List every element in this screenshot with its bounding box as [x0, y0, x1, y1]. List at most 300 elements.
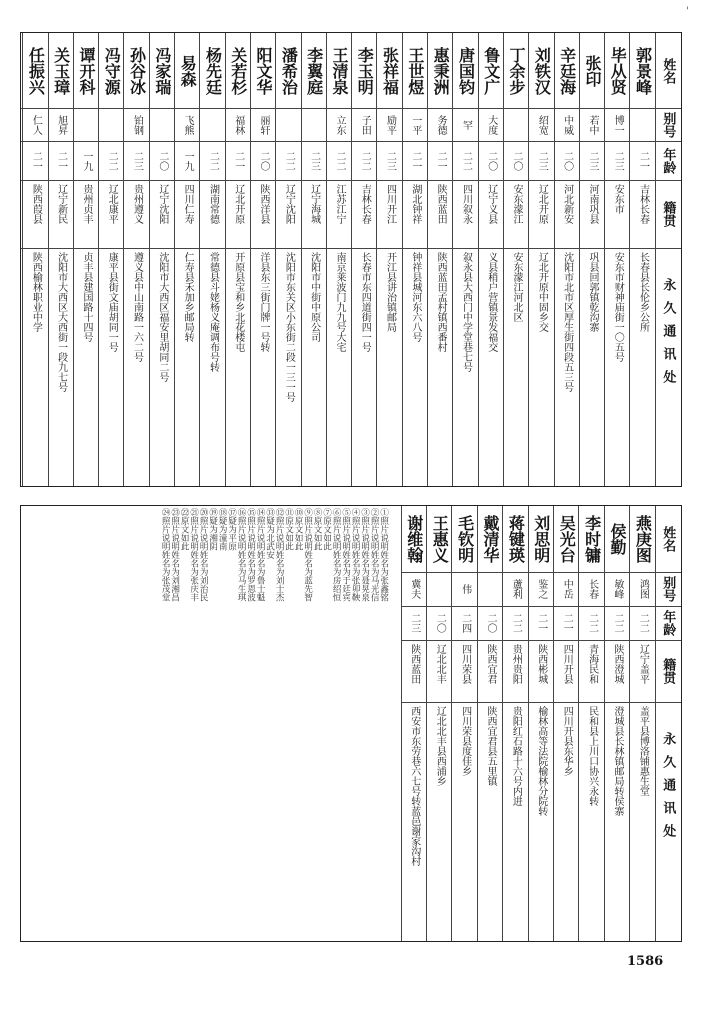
- entry-address: 陕西蓝田孟村镇西番村: [435, 252, 447, 352]
- entry-name-cell: [453, 33, 477, 108]
- entry-name: 李时镛: [582, 515, 602, 563]
- entry-origin-cell: [377, 180, 401, 248]
- entry-name-cell: [605, 33, 629, 108]
- entry-alias: 敏峰: [611, 579, 623, 599]
- entry-origin: 陕西洋县: [258, 184, 270, 224]
- entry-address-cell: [49, 248, 73, 485]
- entry-name: 李玉明: [355, 46, 375, 95]
- entry-origin: 湖南常德: [207, 184, 219, 224]
- entry-origin: 安东濛江: [511, 184, 523, 224]
- entry-address: 沈阳市中街中原公司: [308, 252, 320, 342]
- header-cell-age: [656, 141, 680, 180]
- header-age: 年龄: [660, 147, 676, 174]
- entry-origin-cell: [605, 640, 629, 702]
- entry-address-cell: [428, 248, 452, 485]
- entry-alias-cell: [74, 108, 98, 141]
- register-entry: [98, 33, 123, 486]
- entry-name-cell: [200, 33, 224, 108]
- entry-name: 惠秉洲: [431, 46, 451, 95]
- entry-origin-cell: [504, 180, 528, 248]
- register-entry: [225, 33, 250, 486]
- entry-address-cell: [200, 248, 224, 485]
- entry-age-cell: [23, 141, 47, 180]
- entry-address: 义县稍户营镇景发福交: [485, 252, 497, 352]
- header-alias: 别号: [660, 576, 676, 602]
- entry-address-cell: [452, 702, 476, 940]
- entry-name: 丁余步: [507, 46, 527, 95]
- entry-address-cell: [504, 248, 528, 485]
- entry-name: 燕庚图: [633, 515, 653, 563]
- entry-alias: 仁人: [30, 114, 42, 135]
- entry-origin-cell: [630, 180, 654, 248]
- register-entry: [452, 33, 477, 486]
- entry-name: 李翼庭: [304, 46, 324, 95]
- notes-divider: [401, 506, 402, 941]
- entry-address-cell: [630, 248, 654, 485]
- entry-age: 二一: [561, 613, 573, 633]
- entry-origin: 辽宁沈阳: [283, 184, 295, 224]
- entry-origin: 青海民和: [586, 644, 598, 684]
- entry-age-cell: [74, 141, 98, 180]
- entry-alias: 伟: [459, 584, 471, 594]
- entry-address: 辽北开原中固乡交: [536, 252, 548, 332]
- footnote: ①照片说明姓名为张鑫铭: [378, 508, 389, 602]
- entry-age-cell: [124, 141, 148, 180]
- entry-name-cell: [302, 33, 326, 108]
- entry-origin-cell: [555, 180, 579, 248]
- entry-alias-cell: [478, 572, 502, 606]
- entry-alias-cell: [124, 108, 148, 141]
- entry-alias: 子田: [359, 114, 371, 135]
- footnote: ⑧原文如此: [312, 508, 323, 551]
- entry-origin: 安东市: [612, 184, 624, 214]
- entry-age-cell: [630, 606, 654, 640]
- entry-alias-cell: [630, 108, 654, 141]
- register-entry: [477, 506, 502, 941]
- entry-origin-cell: [200, 180, 224, 248]
- entry-address-cell: [377, 248, 401, 485]
- entry-address-cell: [630, 702, 654, 940]
- entry-name-cell: [99, 33, 123, 108]
- entry-name: 王清泉: [329, 46, 349, 95]
- footnote: ⑬疑为北武安: [264, 508, 275, 559]
- entry-origin-cell: [503, 640, 527, 702]
- entry-age: 二三: [612, 150, 624, 171]
- entry-alias-cell: [150, 108, 174, 141]
- entry-alias: 大度: [485, 114, 497, 135]
- entry-alias-cell: [226, 108, 250, 141]
- entry-origin: 辽北开原: [536, 184, 548, 224]
- entry-name-cell: [630, 506, 654, 572]
- entry-address-cell: [226, 248, 250, 485]
- entry-age-cell: [504, 141, 528, 180]
- entry-name: 孙谷冰: [127, 46, 147, 95]
- entry-name-cell: [402, 506, 426, 572]
- entry-origin: 陕西澄城: [611, 644, 623, 684]
- entry-origin: 四川仁寿: [182, 184, 194, 224]
- entry-origin-cell: [427, 640, 451, 702]
- register-entry: [250, 33, 275, 486]
- entry-address-cell: [175, 248, 199, 485]
- entry-address-cell: [479, 248, 503, 485]
- entry-name-cell: [226, 33, 250, 108]
- entry-alias-cell: [630, 572, 654, 606]
- entry-address-cell: [251, 248, 275, 485]
- page-number: 1586: [627, 954, 664, 969]
- register-entry: [528, 506, 553, 941]
- entry-address-cell: [554, 702, 578, 940]
- entry-name: 谭开科: [76, 46, 96, 95]
- entry-origin: 辽宁盖平: [637, 644, 649, 684]
- entry-address-cell: [453, 248, 477, 485]
- entry-address: 康平县街文庙胡同一号: [106, 252, 118, 352]
- entry-age-cell: [150, 141, 174, 180]
- entry-origin: 湖北钟祥: [409, 184, 421, 224]
- entry-origin-cell: [403, 180, 427, 248]
- entry-address-cell: [605, 702, 629, 940]
- entry-age: 二二: [611, 613, 623, 633]
- entry-name: 谢维翰: [404, 515, 424, 563]
- entry-alias: 旭昇: [55, 114, 67, 135]
- entry-alias-cell: [555, 108, 579, 141]
- entry-name: 辛廷海: [557, 46, 577, 95]
- entry-alias-cell: [428, 108, 452, 141]
- entry-alias: 中威: [561, 114, 573, 135]
- header-origin: 籍贯: [660, 658, 676, 684]
- entry-address-cell: [74, 248, 98, 485]
- register-entry: [503, 33, 528, 486]
- entry-address-cell: [605, 248, 629, 485]
- entry-name-cell: [427, 506, 451, 572]
- entry-address-cell: [427, 702, 451, 940]
- entry-alias: 丽轩: [258, 114, 270, 135]
- entry-address: 沈阳市大西区福安里胡同二号: [156, 252, 168, 382]
- entry-origin: 陕西蓝田: [408, 644, 420, 684]
- entry-age-cell: [402, 606, 426, 640]
- entry-address: 遵义县中山南路一六二号: [131, 252, 143, 362]
- entry-address: 仁寿县禾加乡邮局转: [182, 252, 194, 342]
- entry-alias: 中岳: [561, 579, 573, 599]
- entry-origin: 陕西彬城: [535, 644, 547, 684]
- entry-alias-cell: [453, 108, 477, 141]
- entry-alias-cell: [276, 108, 300, 141]
- entry-age-cell: [276, 141, 300, 180]
- entry-alias: 一平: [409, 114, 421, 135]
- footnote: ②照片说明姓名为马光信: [369, 508, 380, 602]
- entry-alias-cell: [452, 572, 476, 606]
- header-cell-alias: [656, 572, 680, 606]
- entry-name-cell: [124, 33, 148, 108]
- entry-origin: 贵州遵义: [131, 184, 143, 224]
- entry-age-cell: [302, 141, 326, 180]
- scan-mark: ': [686, 6, 689, 17]
- entry-origin-cell: [554, 640, 578, 702]
- footnote: ⑮照片说明姓名为罗恩波: [245, 508, 256, 602]
- register-entry: [123, 33, 148, 486]
- entry-name-cell: [403, 33, 427, 108]
- entry-alias-cell: [377, 108, 401, 141]
- entry-origin: 吉林长春: [637, 184, 649, 224]
- entry-address-cell: [580, 248, 604, 485]
- entry-alias-cell: [427, 572, 451, 606]
- entry-age: 二三: [384, 150, 396, 171]
- entry-name-cell: [251, 33, 275, 108]
- entry-age: 二一: [30, 150, 42, 171]
- entry-address: 巩县回郭镇乾沟寨: [586, 252, 598, 332]
- entry-address: 安东市财神庙街一〇五号: [612, 252, 624, 362]
- entry-address: 长春市东四道街四一号: [359, 252, 371, 352]
- entry-age-cell: [605, 141, 629, 180]
- entry-age-cell: [529, 141, 553, 180]
- register-entry: [629, 33, 654, 486]
- entry-age: 二三: [131, 150, 143, 171]
- register-entry: [199, 33, 224, 486]
- entry-age-cell: [605, 606, 629, 640]
- entry-alias-cell: [529, 572, 553, 606]
- entry-address-cell: [276, 248, 300, 485]
- entry-age: 二二: [333, 150, 345, 171]
- register-entry: [376, 33, 401, 486]
- header-cell-origin: [656, 640, 680, 702]
- entry-name: 唐国钧: [456, 46, 476, 95]
- register-entry: [478, 33, 503, 486]
- entry-name-cell: [479, 33, 503, 108]
- entry-age: 二三: [586, 150, 598, 171]
- header-column: [655, 506, 680, 941]
- entry-address: 民和县上川口协兴永转: [586, 706, 598, 806]
- footnote: ⑲疑为湘阴: [207, 508, 218, 551]
- entry-address-cell: [150, 248, 174, 485]
- entry-age: 二〇: [485, 150, 497, 171]
- entry-origin-cell: [452, 640, 476, 702]
- entry-name: 刘铁汉: [532, 46, 552, 95]
- entry-name-cell: [579, 506, 603, 572]
- entry-age: 二〇: [156, 150, 168, 171]
- footnote: ㉔照片说明姓名为张茂堂: [160, 508, 171, 602]
- entry-origin: 江苏江宁: [333, 184, 345, 224]
- entry-age: 二二: [510, 613, 522, 633]
- footnote: ⑰疑为平原: [226, 508, 237, 551]
- entry-origin-cell: [529, 640, 553, 702]
- entry-age: 二三: [408, 613, 420, 633]
- register-entry: [604, 506, 629, 941]
- entry-name: 阳文华: [254, 46, 274, 95]
- footnote: ⑳照片说明姓名为刘治民: [198, 508, 209, 602]
- entry-name-cell: [554, 506, 578, 572]
- register-entry: [402, 33, 427, 486]
- entry-age: 二〇: [434, 613, 446, 633]
- lower-register-table: [20, 505, 682, 942]
- entry-age: 二一: [409, 150, 421, 171]
- register-entry: [301, 33, 326, 486]
- entry-address: 开原县宝和乡北花楼屯: [232, 252, 244, 352]
- entry-origin: 辽宁沈阳: [156, 184, 168, 224]
- entry-address-cell: [352, 248, 376, 485]
- entry-age-cell: [200, 141, 224, 180]
- entry-age-cell: [427, 606, 451, 640]
- entry-age-cell: [555, 141, 579, 180]
- entry-address: 四川开县东华乡: [561, 706, 573, 776]
- entry-name-cell: [452, 506, 476, 572]
- footnote: ㉒原文如此: [179, 508, 190, 551]
- entry-address: 榆林高等法院榆林分院转: [535, 706, 547, 816]
- header-column: [655, 33, 680, 486]
- header-age: 年龄: [660, 610, 676, 636]
- entry-age: 二一: [435, 150, 447, 171]
- header-name: 姓名: [660, 526, 676, 552]
- entry-alias-cell: [200, 108, 224, 141]
- register-entry: [426, 506, 451, 941]
- entry-age: 二〇: [484, 613, 496, 633]
- entry-age: 二三: [536, 150, 548, 171]
- entry-address-cell: [579, 702, 603, 940]
- entry-name-cell: [630, 33, 654, 108]
- entry-address: 西安市东劳巷六七号转蓝邑谢家沟村: [408, 706, 420, 866]
- entry-alias-cell: [479, 108, 503, 141]
- footnote: ⑫照片说明姓名为刘士杰: [274, 508, 285, 602]
- entry-address: 南京莱波门九九号大宅: [333, 252, 345, 352]
- entry-origin: 贵州贞丰: [80, 184, 92, 224]
- entry-origin-cell: [251, 180, 275, 248]
- entry-name: 毛钦明: [455, 515, 475, 563]
- footnote: ㉓照片说明姓名为刘湘昌: [169, 508, 180, 602]
- register-entry: [554, 33, 579, 486]
- entry-address: 安东濛江河北区: [511, 252, 523, 322]
- entry-name-cell: [605, 506, 629, 572]
- header-cell-age: [656, 606, 680, 640]
- entry-age: 二二: [359, 150, 371, 171]
- header-name: 姓名: [660, 57, 676, 84]
- entry-name: 鲁文广: [481, 46, 501, 95]
- entry-address: 洋县东三街门牌一号转: [258, 252, 270, 352]
- entry-address: 长春县长伦乡公所: [637, 252, 649, 332]
- entry-origin-cell: [605, 180, 629, 248]
- entry-address: 沈阳市北市区厚生街四段五三号: [561, 252, 573, 392]
- entry-name-cell: [504, 33, 528, 108]
- upper-register-table: [20, 32, 682, 487]
- entry-age: 一九: [80, 150, 92, 171]
- header-cell-address: [656, 248, 680, 485]
- footnote: ⑥照片说明姓名为房绍恒: [331, 508, 342, 602]
- entry-age: 二〇: [258, 150, 270, 171]
- entry-alias-cell: [554, 572, 578, 606]
- entry-origin-cell: [402, 640, 426, 702]
- entry-address-cell: [302, 248, 326, 485]
- entry-name-cell: [428, 33, 452, 108]
- entry-address-cell: [124, 248, 148, 485]
- register-entry: [553, 506, 578, 941]
- entry-alias-cell: [605, 572, 629, 606]
- footnote: ⑱疑为潼南: [217, 508, 228, 551]
- register-entry: [427, 33, 452, 486]
- entry-age: 二二: [637, 613, 649, 633]
- entry-alias: 蘆利: [510, 579, 522, 599]
- entry-alias: 铂钢: [131, 114, 143, 135]
- register-entry: [528, 33, 553, 486]
- entry-age-cell: [352, 141, 376, 180]
- entry-address: 四川荣县度佳乡: [459, 706, 471, 776]
- entry-origin-cell: [74, 180, 98, 248]
- footnotes: [161, 508, 388, 937]
- entry-name: 王世煜: [405, 46, 425, 95]
- entry-alias: 博一: [612, 114, 624, 135]
- entry-name-cell: [175, 33, 199, 108]
- entry-age-cell: [453, 141, 477, 180]
- entry-origin-cell: [479, 180, 503, 248]
- entry-address: 开江县讲治镇邮局: [384, 252, 396, 332]
- entry-age: 二一: [55, 150, 67, 171]
- entry-age: 二〇: [561, 150, 573, 171]
- entry-name: 张印: [582, 54, 602, 87]
- register-entry: [629, 506, 654, 941]
- header-address: 永久通讯处: [660, 278, 676, 393]
- entry-address: 辽北北丰县西浦乡: [434, 706, 446, 786]
- entry-age-cell: [579, 606, 603, 640]
- entry-name-cell: [529, 33, 553, 108]
- entry-address-cell: [529, 702, 553, 940]
- entry-origin: 贵州贵阳: [510, 644, 522, 684]
- entry-name: 刘思明: [531, 515, 551, 563]
- entry-origin-cell: [150, 180, 174, 248]
- entry-age-cell: [175, 141, 199, 180]
- entry-origin-cell: [352, 180, 376, 248]
- header-cell-address: [656, 702, 680, 940]
- entry-name: 易森: [178, 54, 198, 87]
- entry-origin-cell: [478, 640, 502, 702]
- entry-name-cell: [49, 33, 73, 108]
- entry-origin: 辽北康平: [106, 184, 118, 224]
- entry-age-cell: [99, 141, 123, 180]
- entry-address: 澄城县长林镇邮局转侯寨: [611, 706, 623, 816]
- entry-alias-cell: [529, 108, 553, 141]
- entry-alias: 长春: [586, 579, 598, 599]
- entry-age: 二二: [207, 150, 219, 171]
- entry-name-cell: [503, 506, 527, 572]
- footnote: ㉑照片说明姓名为张庆丰: [188, 508, 199, 602]
- entry-origin-cell: [226, 180, 250, 248]
- entry-address-cell: [478, 702, 502, 940]
- header-cell-alias: [656, 108, 680, 141]
- entry-age-cell: [479, 141, 503, 180]
- entry-alias: 冀夫: [408, 579, 420, 599]
- entry-age-cell: [403, 141, 427, 180]
- entry-age-cell: [377, 141, 401, 180]
- entry-address: 沈阳市东关区小东街二段一三一号: [283, 252, 295, 402]
- entry-age-cell: [630, 141, 654, 180]
- entry-address: 贵阳红石路十六号内进: [510, 706, 522, 806]
- entry-origin-cell: [175, 180, 199, 248]
- entry-name-cell: [529, 506, 553, 572]
- entry-name-cell: [478, 506, 502, 572]
- entry-name: 冯家瑞: [152, 46, 172, 95]
- entry-age: 二二: [283, 150, 295, 171]
- entry-alias-cell: [580, 108, 604, 141]
- footnote: ③照片说明姓名为聂晃泉: [359, 508, 370, 602]
- register-entry: [578, 506, 603, 941]
- entry-age-cell: [529, 606, 553, 640]
- entry-origin-cell: [49, 180, 73, 248]
- footnote: ⑤照片说明姓名为于廷宾: [340, 508, 351, 602]
- entry-name: 杨先廷: [203, 46, 223, 95]
- entry-origin: 四川叙永: [460, 184, 472, 224]
- entry-alias-cell: [327, 108, 351, 141]
- entry-age-cell: [226, 141, 250, 180]
- entry-alias-cell: [504, 108, 528, 141]
- entry-alias-cell: [23, 108, 47, 141]
- entry-alias: 罕: [460, 119, 472, 130]
- header-cell-name: [656, 33, 680, 108]
- entry-alias-cell: [302, 108, 326, 141]
